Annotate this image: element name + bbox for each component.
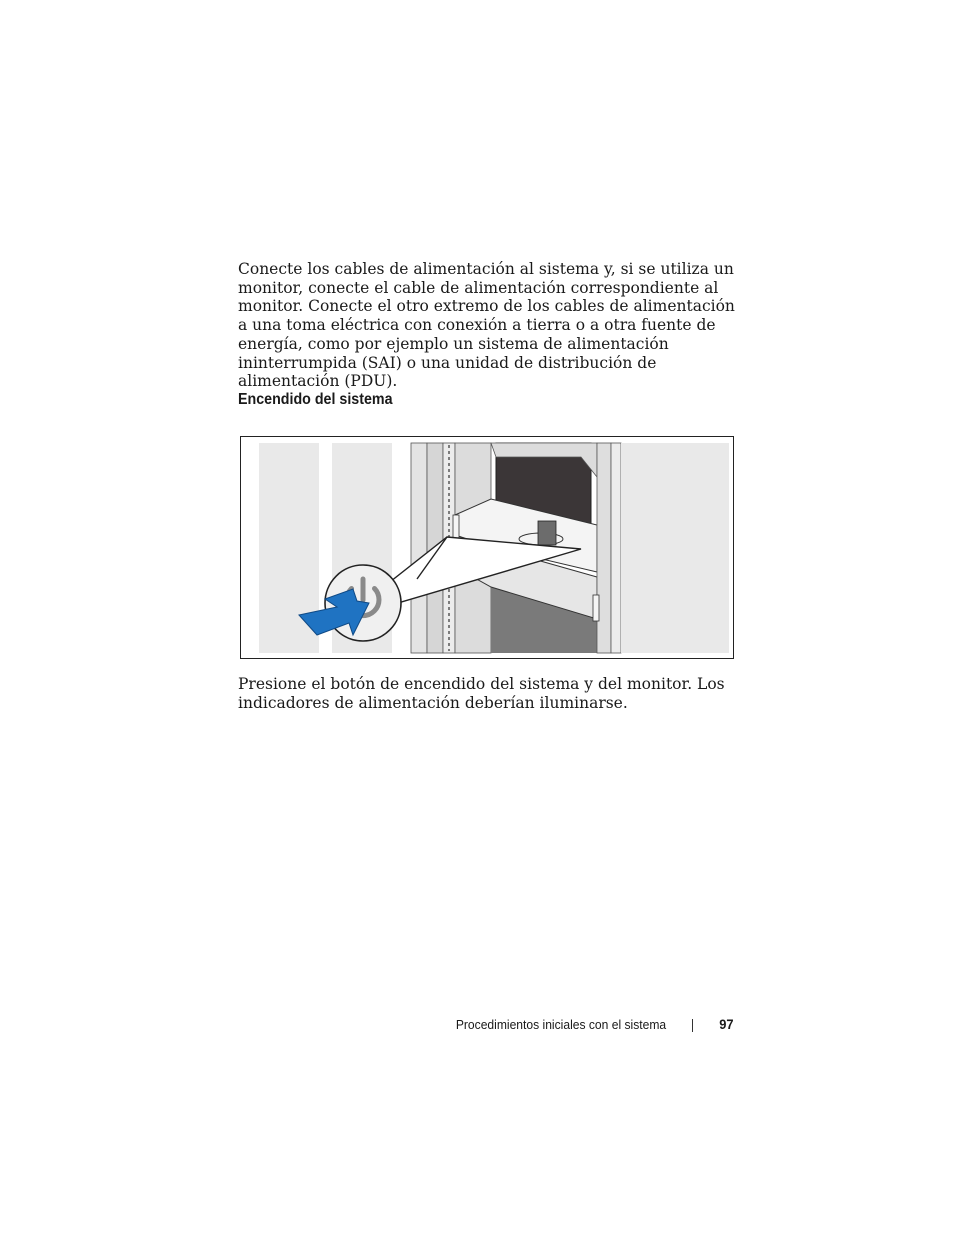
server-handle — [593, 595, 599, 621]
rack-server-illustration — [241, 437, 733, 658]
power-on-illustration — [240, 436, 734, 659]
rack-rail-right — [611, 443, 621, 653]
monitor-stand — [538, 521, 556, 545]
rack-frame-right — [597, 443, 611, 653]
section-heading: Encendido del sistema — [238, 391, 393, 408]
footer-separator — [692, 1019, 693, 1032]
page-footer — [380, 1015, 734, 1035]
power-on-paragraph: Presione el botón de encendido del sistema y del monitor. Los indicadores de alimentación deberían iluminarse. — [238, 675, 725, 712]
footer-chapter-title: Procedimientos iniciales con el sistema — [455, 1017, 666, 1032]
power-cables-paragraph: Conecte los cables de alimentación al sistema y, si se utiliza un monitor, conecte el cable de alimentación correspondiente al monitor. Conecte el otro extremo de los cables de alimentación a una toma eléctrica con conexión a tierra o a otra fuente de energía, como por ejemplo un sistema de alimentación ininterrumpida (SAI) o una unidad de distribución de alimentación (PDU). — [238, 260, 735, 391]
rack-frame-left — [411, 443, 427, 653]
right-panel — [621, 443, 729, 653]
page-number: 97 — [719, 1016, 734, 1032]
